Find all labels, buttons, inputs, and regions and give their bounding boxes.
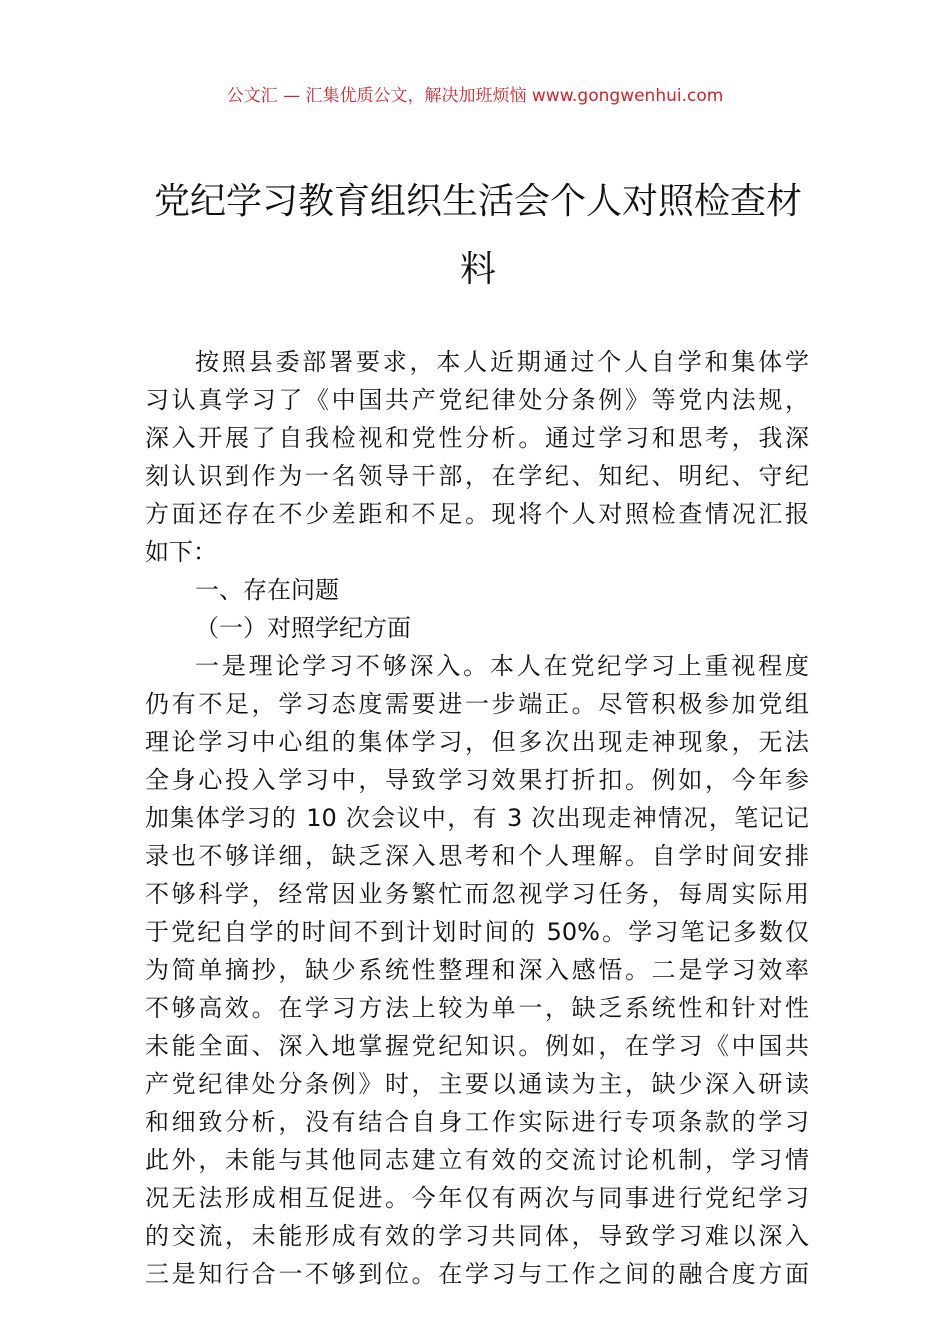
paragraph-line: 全身心投入学习中，导致学习效果打折扣。例如，今年参	[145, 766, 809, 794]
paragraph-line: 仍有不足，学习态度需要进一步端正。尽管积极参加党组	[145, 690, 809, 718]
paragraph-line: 深入开展了自我检视和党性分析。通过学习和思考，我深	[145, 424, 809, 452]
paragraph-line: 刻认识到作为一名领导干部，在学纪、知纪、明纪、守纪	[145, 462, 809, 490]
paragraph-line: 未能全面、深入地掌握党纪知识。例如，在学习《中国共	[145, 1032, 809, 1060]
paragraph-line: 三是知行合一不够到位。在学习与工作之间的融合度方面	[145, 1260, 809, 1288]
paragraph-line: 不够科学，经常因业务繁忙而忽视学习任务，每周实际用	[145, 880, 809, 908]
paragraph-line: 于党纪自学的时间不到计划时间的 50%。学习笔记多数仅	[145, 918, 809, 946]
paragraph-line: 的交流，未能形成有效的学习共同体，导致学习难以深入	[145, 1222, 809, 1250]
document-title-line-2: 料	[459, 249, 496, 290]
header-banner: 公文汇 — 汇集优质公文，解决加班烦恼 www.gongwenhui.com	[226, 86, 724, 106]
paragraph-line: 不够高效。在学习方法上较为单一，缺乏系统性和针对性	[145, 994, 809, 1022]
subsection-heading: （一）对照学纪方面	[195, 614, 411, 642]
paragraph-line: 录也不够详细，缺乏深入思考和个人理解。自学时间安排	[145, 842, 809, 870]
paragraph-line: 和细致分析，没有结合自身工作实际进行专项条款的学习	[145, 1108, 809, 1136]
paragraph-line: 按照县委部署要求，本人近期通过个人自学和集体学	[195, 348, 809, 376]
paragraph-line: 习认真学习了《中国共产党纪律处分条例》等党内法规，	[145, 386, 809, 414]
paragraph-line: 加集体学习的 10 次会议中，有 3 次出现走神情况，笔记记	[145, 804, 809, 832]
paragraph-line: 一是理论学习不够深入。本人在党纪学习上重视程度	[195, 652, 809, 680]
section-heading: 一、存在问题	[195, 576, 339, 604]
paragraph-line: 如下：	[145, 538, 217, 566]
paragraph-line: 况无法形成相互促进。今年仅有两次与同事进行党纪学习	[145, 1184, 809, 1212]
paragraph-line: 此外，未能与其他同志建立有效的交流讨论机制，学习情	[145, 1146, 809, 1174]
paragraph-line: 方面还存在不少差距和不足。现将个人对照检查情况汇报	[145, 500, 809, 528]
document-title-line-1: 党纪学习教育组织生活会个人对照检查材	[153, 181, 802, 222]
paragraph-line: 产党纪律处分条例》时，主要以通读为主，缺少深入研读	[145, 1070, 809, 1098]
paragraph-line: 理论学习中心组的集体学习，但多次出现走神现象，无法	[145, 728, 809, 756]
paragraph-line: 为简单摘抄，缺少系统性整理和深入感悟。二是学习效率	[145, 956, 809, 984]
